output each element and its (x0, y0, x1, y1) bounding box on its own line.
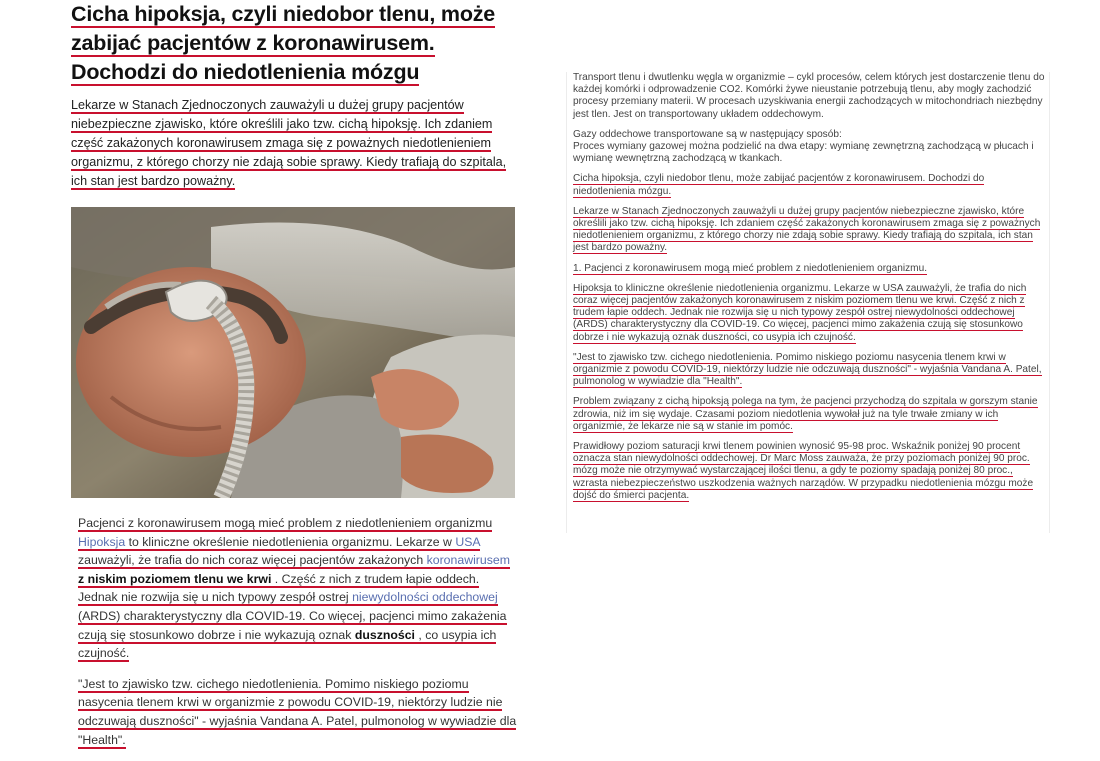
quote-paragraph (78, 675, 518, 749)
article-lead (71, 96, 521, 191)
highlighted-paragraph (573, 173, 1049, 197)
link-niewydolnosci[interactable]: niewydolności oddechowej (352, 590, 498, 605)
body-paragraph: Proces wymiany gazowej można podzielić na dwa etapy: wymianę zewnętrzną zachodzącą w płucach i wymianę wewnętrzną zachodzącą w tkankach. (573, 141, 1034, 165)
highlighted-text: 1. Pacjenci z koronawirusem mogą mieć problem z niedotlenieniem organizmu. (573, 262, 928, 274)
body-text: . Część z nich z trudem łapie oddech. Jednak nie rozwija się u nich typowy zespół ostrej (78, 571, 480, 605)
left-article-body (78, 514, 518, 761)
highlighted-paragraph (573, 283, 1049, 344)
body-text: (ARDS) charakterystyczny dla COVID-19. Co więcej, pacjenci mimo zakażenia czują się stosunkowo dobrze i nie wykazują oznak (78, 608, 507, 642)
article-headline (71, 0, 521, 87)
highlighted-text: "Jest to zjawisko tzw. cichego niedotlenienia. Pomimo niskiego poziomu nasycenia tlenem krwi w organizmie z powodu COVID-19, niektórzy ludzie nie odczuwają duszności" - wyjaśnia Vandana A. Patel, pulmonolog w wywiadzie dla "Health". (573, 351, 1042, 388)
link-usa[interactable]: USA (455, 534, 480, 549)
link-koronawirusem[interactable]: koronawirusem (426, 553, 510, 568)
article-photo (71, 207, 515, 498)
body-paragraph: Gazy oddechowe transportowane są w następujący sposób: (573, 128, 842, 140)
quote-text: "Jest to zjawisko tzw. cichego niedotlenienia. Pomimo niskiego poziomu nasycenia tlenem krwi w organizmie z powodu COVID-19, niektórzy ludzie nie odczuwają duszności" - wyjaśnia Vandana A. Patel, pulmonolog w wywiadzie dla "Health". (78, 676, 517, 747)
section-heading: Pacjenci z koronawirusem mogą mieć problem z niedotlenieniem organizmu (78, 516, 493, 530)
headline-line: Dochodzi do niedotlenienia mózgu (71, 60, 420, 84)
body-text: zauważyli, że trafia do nich coraz więcej pacjentów zakażonych (78, 553, 427, 568)
highlighted-text: Prawidłowy poziom saturacji krwi tlenem powinien wynosić 95-98 proc. Wskaźnik poniżej 90 procent oznacza stan niewydolności oddechowej. Dr Marc Moss zauważa, że przy poziomach poniżej 90 proc. mózg może nie otrzymywać wystarczającej ilości tlenu, a gdy te poziomy spadają poniżej 80 proc., wzrasta niebezpieczeństwo uszkodzenia ważnych narządów. W przypadku niedotlenienia mózgu może dojść do śmierci pacjenta. (573, 441, 1034, 501)
highlighted-paragraph (573, 263, 1049, 275)
highlighted-text: Cicha hipoksja, czyli niedobor tlenu, może zabijać pacjentów z koronawirusem. Dochodzi do niedotlenienia mózgu. (573, 173, 985, 197)
highlighted-paragraph (573, 352, 1049, 389)
bold-text: z niskim poziomem tlenu we krwi (78, 571, 272, 586)
body-text: , co usypia ich czujność. (78, 627, 497, 661)
headline-line: Cicha hipoksja, czyli niedobor tlenu, może (71, 2, 496, 26)
highlighted-paragraph (573, 396, 1049, 433)
body-paragraph: Transport tlenu i dwutlenku węgla w organizmie – cykl procesów, celem których jest dostarczenie tlenu do każdej komórki i odprowadzenie CO2. Komórki żywe nieustanie potrzebują tlenu, aby mogły zachodzić procesy przemiany materii. W procesach uzyskiwania energii zachodzących w mitochondriach niezbędny jest tlen. Jest on transportowany układem oddechowym. (573, 72, 1045, 120)
highlighted-text: Problem związany z cichą hipoksją polega na tym, że pacjenci przychodzą do szpitala w gorszym stanie zdrowia, niż im się wydaje. Czasami poziom niedotlenia wywołał już na tyle trwałe zmiany w ich organizmie, że lekarze nie są w stanie im pomóc. (573, 396, 1038, 432)
right-text-column (566, 72, 1050, 533)
left-article (71, 0, 521, 87)
headline-line: zabijać pacjentów z koronawirusem. (71, 31, 435, 55)
patient-photo-illustration (71, 207, 515, 498)
bold-text: duszności (354, 627, 415, 642)
highlighted-paragraph (573, 441, 1049, 502)
lead-text: Lekarze w Stanach Zjednoczonych zauważyli u dużej grupy pacjentów niebezpieczne zjawisko, które określili jako tzw. cichą hipoksję. Ich zdaniem część zakażonych koronawirusem zmaga się z poważnych niedotlenieniem organizmu, z którego chorzy nie zdają sobie sprawy. Kiedy trafiają do szpitala, ich stan jest bardzo poważny. (71, 98, 507, 188)
link-hipoksja[interactable]: Hipoksja (78, 534, 126, 549)
highlighted-text: Lekarze w Stanach Zjednoczonych zauważyli u dużej grupy pacjentów niebezpieczne zjawisko, które określili jako tzw. cichą hipoksję. Ich zdaniem część zakażonych koronawirusem zmaga się z poważnych niedotlenieniem organizmu, z którego chorzy nie zdają sobie sprawy. Kiedy trafiają do szpitala, ich stan jest bardzo poważny. (573, 205, 1041, 254)
highlighted-paragraph (573, 206, 1049, 255)
body-paragraph (78, 514, 518, 663)
highlighted-text: Hipoksja to kliniczne określenie niedotlenienia organizmu. Lekarze w USA zauważyli, że trafia do nich coraz więcej pacjentów zakażonych koronawirusem z niskim poziomem tlenu we krwi. Część z nich z trudem łapie oddech. Jednak nie rozwija się u nich typowy zespół ostrej niewydolności oddechowej (ARDS) charakterystyczny dla COVID-19. Co więcej, pacjenci mimo zakażenia czują się stosunkowo dobrze i nie wykazują oznak duszności, co usypia ich czujność. (573, 282, 1027, 343)
body-text: to kliniczne określenie niedotlenienia organizmu. Lekarze w (125, 534, 456, 549)
